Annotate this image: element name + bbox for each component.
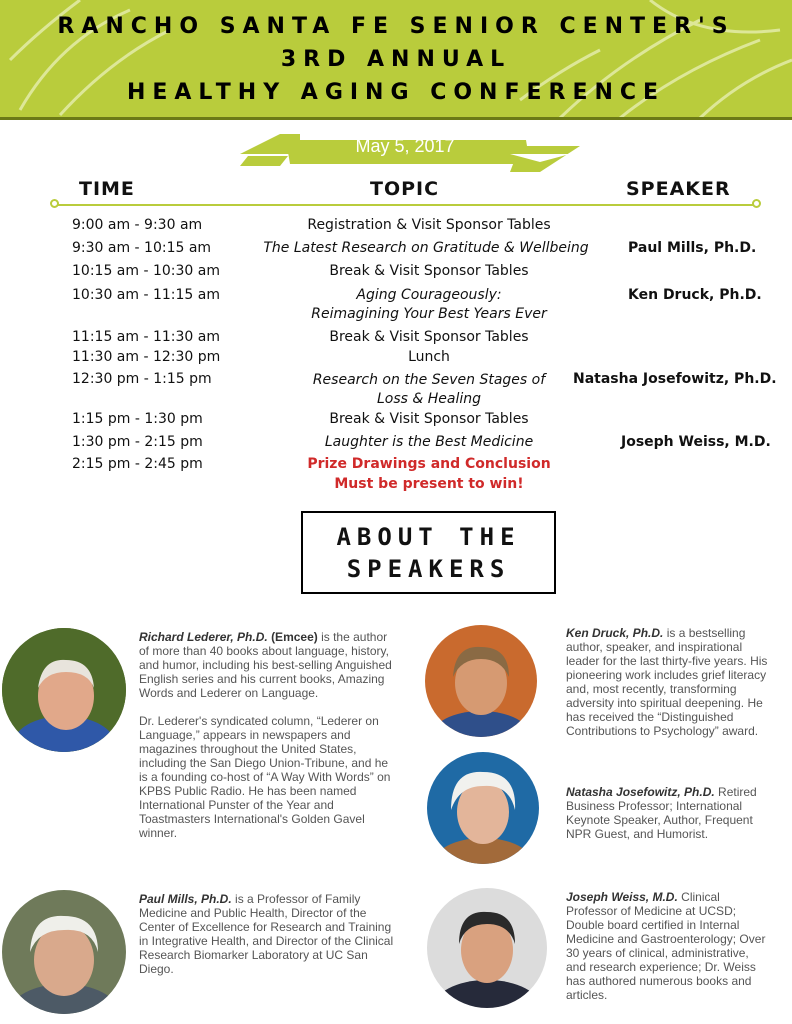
bio-lederer-text: magazines throughout the United States, xyxy=(139,742,357,756)
bio-druck-text: leader for the last thirty-five years. His xyxy=(566,654,768,668)
rule-dot-right-icon xyxy=(752,199,761,208)
bio-lederer-text: winner. xyxy=(139,826,178,840)
header-rule xyxy=(56,204,756,206)
bio-weiss-text: Medicine and Gastroenterology; Over xyxy=(566,932,766,946)
portrait-lederer-icon xyxy=(2,628,126,752)
bio-lederer-text: Toastmasters International's Golden Gavel xyxy=(139,812,365,826)
bio-mills-name: Paul Mills, Ph.D. xyxy=(139,892,232,906)
bio-ken-druck xyxy=(566,626,788,738)
bio-paul-mills xyxy=(139,892,414,976)
bio-lederer-text: KPBS Public Radio. He has been named xyxy=(139,784,357,798)
schedule-time: 1:15 pm - 1:30 pm xyxy=(72,411,203,427)
bio-josefowitz-name: Natasha Josefowitz, Ph.D. xyxy=(566,785,715,799)
schedule-topic: Break & Visit Sponsor Tables xyxy=(329,263,529,279)
bio-lederer-text: Dr. Lederer's syndicated column, “Lederer on xyxy=(139,714,379,728)
schedule-topic: Break & Visit Sponsor Tables xyxy=(329,411,529,427)
schedule-topic-line1: Prize Drawings and Conclusion xyxy=(307,456,551,472)
schedule-topic: Lunch xyxy=(408,349,450,365)
banner-title-line2: 3RD ANNUAL xyxy=(280,47,512,72)
rule-dot-left-icon xyxy=(50,199,59,208)
schedule-speaker: Joseph Weiss, M.D. xyxy=(621,434,771,450)
bio-lederer-text: International Punster of the Year and xyxy=(139,798,334,812)
bio-josefowitz-text: Retired xyxy=(714,785,757,799)
schedule-time: 1:30 pm - 2:15 pm xyxy=(72,434,203,450)
header-banner xyxy=(0,0,792,118)
portrait-weiss-icon xyxy=(427,888,547,1008)
schedule-time: 12:30 pm - 1:15 pm xyxy=(72,371,212,387)
schedule-time: 9:30 am - 10:15 am xyxy=(72,240,212,256)
bio-druck-text: is a bestselling xyxy=(663,626,746,640)
event-date: May 5, 2017 xyxy=(355,136,455,156)
bio-lederer-text: Language,” appears in newspapers and xyxy=(139,728,351,742)
bio-weiss-text: Clinical xyxy=(677,890,720,904)
banner-title-line1: RANCHO SANTA FE SENIOR CENTER'S xyxy=(57,14,735,39)
bio-weiss-text: 30 years of clinical, administrative, xyxy=(566,946,749,960)
schedule-topic-line2: Reimagining Your Best Years Ever xyxy=(311,306,547,322)
bio-josefowitz-text: Keynote Speaker, Author, Frequent xyxy=(566,813,753,827)
schedule-time: 10:15 am - 10:30 am xyxy=(72,263,220,279)
bio-mills-text: in Integrative Health, and Director of the Clinical xyxy=(139,934,394,948)
bio-josefowitz-text: Business Professor; International xyxy=(566,799,743,813)
bio-richard-lederer xyxy=(139,630,414,840)
bio-joseph-weiss xyxy=(566,890,788,1002)
bio-druck-name: Ken Druck, Ph.D. xyxy=(566,626,664,640)
schedule-time: 11:30 am - 12:30 pm xyxy=(72,349,221,365)
bio-lederer-name: Richard Lederer, Ph.D. xyxy=(139,630,268,644)
bio-natasha-josefowitz xyxy=(566,785,788,841)
banner-divider xyxy=(0,117,792,120)
schedule-topic: Laughter is the Best Medicine xyxy=(324,434,534,450)
bio-mills-text: Research Biomarker Laboratory at UC San xyxy=(139,948,368,962)
schedule-topic-line1: Research on the Seven Stages of xyxy=(312,372,546,388)
bio-mills-text: is a Professor of Family xyxy=(231,892,361,906)
schedule-time: 2:15 pm - 2:45 pm xyxy=(72,456,203,472)
schedule-time: 10:30 am - 11:15 am xyxy=(72,287,220,303)
bio-weiss-text: articles. xyxy=(566,988,608,1002)
schedule-topic: The Latest Research on Gratitude & Wellbeing xyxy=(263,240,589,256)
banner-title-line3: HEALTHY AGING CONFERENCE xyxy=(126,80,666,105)
bio-mills-text: Center of Excellence for Research and Training xyxy=(139,920,392,934)
schedule-speaker: Ken Druck, Ph.D. xyxy=(628,287,762,303)
bio-druck-text: adversity into spiritual deepening. He xyxy=(566,696,763,710)
portrait-mills-icon xyxy=(2,890,126,1014)
bio-lederer-text: is the author xyxy=(317,630,388,644)
schedule-topic-line2: Loss & Healing xyxy=(376,391,482,407)
schedule-topic-line2: Must be present to win! xyxy=(334,476,524,492)
portrait-josefowitz-icon xyxy=(427,752,539,864)
bio-druck-text: and, most recently, transforming xyxy=(566,682,737,696)
bio-lederer-role: (Emcee) xyxy=(271,630,318,644)
bio-lederer-text: including the San Diego Union-Tribune, and he xyxy=(139,756,389,770)
bio-mills-text: Diego. xyxy=(139,962,174,976)
schedule-time: 9:00 am - 9:30 am xyxy=(72,217,203,233)
schedule-topic: Break & Visit Sponsor Tables xyxy=(329,329,529,345)
bio-weiss-text: and research experience; Dr. Weiss xyxy=(566,960,756,974)
bio-weiss-text: Professor of Medicine at UCSD; xyxy=(566,904,737,918)
avatar-ken-druck xyxy=(425,625,537,737)
header-topic: TOPIC xyxy=(370,178,440,200)
avatar-joseph-weiss xyxy=(427,888,547,1008)
bio-druck-text: pioneering work includes grief literacy xyxy=(566,668,767,682)
bio-druck-text: has received the “Distinguished xyxy=(566,710,734,724)
bio-druck-text: author, speaker, and inspirational xyxy=(566,640,743,654)
bio-weiss-text: Double board certified in Internal xyxy=(566,918,740,932)
schedule-topic-line1: Aging Courageously: xyxy=(356,287,502,303)
bio-weiss-text: has authored numerous books and xyxy=(566,974,752,988)
schedule-topic: Registration & Visit Sponsor Tables xyxy=(307,217,551,233)
about-title-line1: ABOUT THE xyxy=(336,523,521,551)
avatar-richard-lederer xyxy=(2,628,126,752)
schedule-speaker: Natasha Josefowitz, Ph.D. xyxy=(573,371,777,387)
bio-lederer-text: Words and Lederer on Language. xyxy=(139,686,319,700)
header-speaker: SPEAKER xyxy=(626,178,731,200)
about-title-line2: SPEAKERS xyxy=(346,555,511,583)
bio-druck-text: Contributions to Psychology” award. xyxy=(566,724,759,738)
avatar-paul-mills xyxy=(2,890,126,1014)
bio-weiss-name: Joseph Weiss, M.D. xyxy=(566,890,678,904)
about-speakers-box xyxy=(301,511,556,594)
schedule-time: 11:15 am - 11:30 am xyxy=(72,329,220,345)
bio-lederer-text: and humor, including his best-selling Anguished xyxy=(139,658,392,672)
header-time: TIME xyxy=(79,178,135,200)
bio-lederer-text: is a founding co-host of “A Way With Words” on xyxy=(139,770,391,784)
bio-lederer-text: of more than 40 books about language, history, xyxy=(139,644,389,658)
portrait-druck-icon xyxy=(425,625,537,737)
avatar-natasha-josefowitz xyxy=(427,752,539,864)
bio-josefowitz-text: NPR Guest, and Humorist. xyxy=(566,827,709,841)
schedule-speaker: Paul Mills, Ph.D. xyxy=(628,240,757,256)
bio-lederer-text: English series and his current books, Amazing xyxy=(139,672,385,686)
bio-mills-text: Medicine and Public Health, Director of the xyxy=(139,906,367,920)
